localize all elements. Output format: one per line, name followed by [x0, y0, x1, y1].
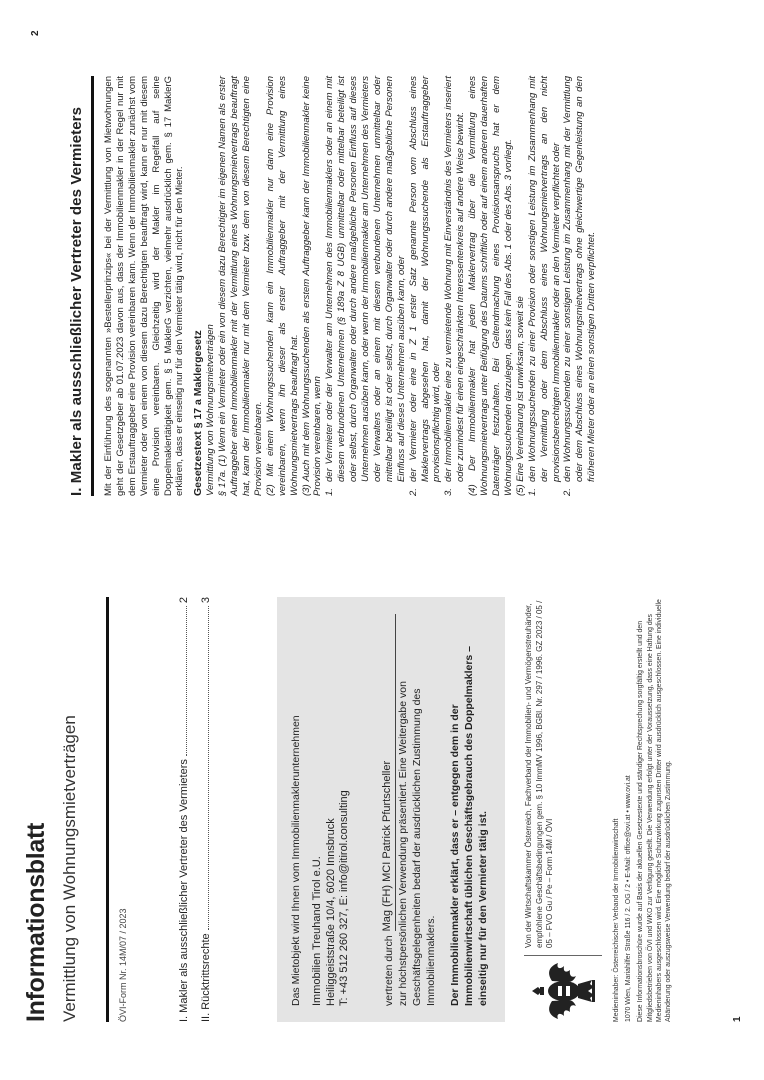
law-paragraph-2: (2) Mit einem Wohnungssuchenden kann ein Immobilienmakler nur dann eine Provision vereinbaren, wenn ihn dieser als erster Auftraggeber mit der Vermittlung eines Wohnungsmietvertrags beauftragt hat. [264, 76, 300, 496]
list-text: der Immobilienmakler eine zu vermietende Wohnung mit Einverständnis des Vermieters inseriert oder zumindest für einen eingeschränkten Interessentenkreis auf andere Weise bewirbt. [443, 76, 467, 482]
list-text: der Vermieter oder eine in Z 1 erster Satz genannte Person vom Abschluss eines Maklervertrags abgesehen hat, damit der Wohnungssuchende als Erstauftraggeber provisionspflichtig wird, oder [407, 76, 443, 482]
logo-separator [524, 955, 602, 956]
toc-page: 2 [178, 597, 190, 604]
imprint-owner: Medieninhaber: Österreichischer Verband der Immobilienwirtschaft [613, 818, 620, 1022]
list-item [443, 76, 467, 496]
list-text: der Vermieter oder der Verwalter am Unternehmen des Immobilienmaklers oder an einem mit diesem verbundenen Unternehmen (§ 189a Z 8 UGB) unmittelbar oder mittelbar beteiligt ist oder selbst, durch Organwalter oder durch andere maßgebliche Personen Einfluss auf dieses Unternehmen ausüben kann, oder wenn der Immobilienmakler am Unternehmen des Vermieters oder Verwalters oder an einem mit diesem verbundenen Unternehmen unmittelbar oder mittelbar beteiligt ist oder selbst, durch Organwalter oder durch andere maßgebliche Personen Einfluss auf dieses Unternehmen ausüben kann, oder [324, 76, 407, 482]
toc-entry-1 [178, 597, 190, 1022]
broker-info-box [277, 597, 505, 1022]
firm-contact: T: +43 512 260 327, E: info@itirol.consulting [338, 790, 350, 1006]
law-list-3 [324, 76, 467, 496]
imprint-disclaimer: Diese Informationsbroschüre wurde auf Basis der aktuellen Gesetzestexte und ständiger Rechtsprechung sorgfältig erstellt und den Mitgliedsbetrieben von ÖVI und WKO zur Verfügung gestellt. Die Verwendung erfolgt unter der Voraussetzung, dass eine Haftung des Medieninhabers ausgeschlossen wird. Eine mögliche Schutzwirkung zugunsten Dritter wird ausdrücklich ausgeschlossen. Eine individuelle Abänderung oder auszugsweise Verwendung bedarf der ausdrücklichen Zustimmung. [637, 599, 673, 1022]
imprint-footer [612, 597, 676, 1022]
agent-prefix: vertreten durch [382, 935, 395, 1006]
page-number-left: 1 [732, 1016, 743, 1022]
title-rule [106, 597, 109, 1022]
list-item [324, 76, 407, 496]
list-text: den Wohnungssuchenden zu einer Provision oder sonstigen Leistung im Zusammenhang mit der Vermittlung oder dem Abschluss eines Wohnungsmietvertrags an den nicht provisionsberechtigten Immobilienmakler oder an den Vermieter verpflichtet oder [526, 76, 562, 482]
toc-label: I. Makler als ausschließlicher Vertreter des Vermieters [178, 759, 190, 1022]
law-paragraph-3: (3) Auch mit dem Wohnungssuchenden als erstem Auftraggeber kann der Immobilienmakler keine Provision vereinbaren, wenn [300, 76, 324, 496]
list-number: 2. [407, 488, 419, 496]
toc-page: 3 [200, 597, 212, 604]
list-number: 1. [324, 488, 336, 496]
broker-declaration: Der Immobilienmakler erklärt, dass er – entgegen dem in der Immobilienwirtschaft üblichen Geschäftsgebrauch des Doppelmaklers – einseitig nur für den Vermieter tätig ist. [448, 645, 489, 1006]
box-intro: Das Mietobjekt wird Ihnen vom Immobilienmaklerunternehmen [290, 715, 302, 1006]
list-item [408, 76, 444, 496]
law-paragraph-5: (5) Eine Vereinbarung ist unwirksam, soweit sie [514, 296, 526, 496]
list-number: 3. [443, 488, 455, 496]
heading-rule [91, 76, 94, 496]
law-subtitle: Vermittlung von Wohnungsmietverträgen [205, 324, 217, 496]
page-title: Informationsblatt [22, 822, 50, 1022]
law-paragraph-1: § 17a. (1) Wenn ein Vermieter oder ein von diesem dazu Berechtigter im eigenen Namen als erster Auftraggeber einen Immobilienmakler mit der Vermittlung eines Wohnungsmietvertrags beauftragt hat, kann der Immobilienmakler nur mit dem Vermieter bzw. dem von diesem Berechtigten eine Provision vereinbaren. [217, 76, 264, 496]
toc-dots [208, 606, 209, 930]
toc-entry-2 [200, 597, 212, 1022]
list-item [527, 76, 563, 496]
form-number: ÖVI-Form Nr. 14M/07 / 2023 [118, 908, 128, 1022]
agent-name: Mag (FH) MCI Patrick Pfurtscheller [380, 614, 396, 931]
firm-name: Immobilien Treuhand Tirol e.U. [311, 856, 323, 1006]
list-text: den Wohnungssuchenden zu einer sonstigen Leistung im Zusammenhang mit der Vermittlung oder dem Abschluss eines Wohnungsmietvertrags ohne gleichwertige Gegenleistung an den früheren Mieter oder an einen sonstigen Dritten verpflichtet. [562, 76, 598, 482]
page-number-right: 2 [30, 30, 41, 36]
law-paragraph-4: (4) Der Immobilienmakler hat jeden Maklervertrag über die Vermittlung eines Wohnungsmietvertrags unter Beifügung des Datums schriftlich oder auf einem anderen dauerhaften Datenträger festzuhalten. Bei Geltendmachung eines Provisionsanspruchs hat er dem Wohnungssuchenden darzulegen, dass kein Fall des Abs. 1 oder des Abs. 3 vorliegt. [467, 76, 514, 496]
section-heading-text: I. Makler als ausschließlicher Vertreter des Vermieters [68, 106, 85, 496]
toc-dots [186, 606, 187, 756]
austrian-eagle-logo-icon [526, 960, 600, 1022]
wko-text: Von der Wirtschaftskammer Österreich, Fachverband der Immobilien- und Vermögenstreuhänder, empfohlene Geschäftsbedingungen gem. § 10 ImmMV 1996, BGBl. Nr. 297 / 1996. GZ 2023 / 05 / 05 – FVO Gu / Pe – Form 14M / ÖVI [524, 600, 554, 948]
wko-recommendation [524, 597, 604, 1022]
imprint-address: 1070 Wien, Mariahilfer Straße 116 / 2. OG / 2 • E-Mail: office@ovi.at • www.ovi.at [625, 775, 633, 1022]
intro-paragraph: Mit der Einführung des sogenannten »Bestellerprinzips« bei der Vermittlung von Mietwohnungen geht der Gesetzgeber ab 01.07.2023 davon aus, dass der Immobilienmakler in der Regel nur mit dem Erstauftraggeber eine Provision vereinbaren kann. Wenn der Immobilienmakler zunächst vom Vermieter oder von einem von diesem dazu Berechtigten beauftragt wird, kann er nur mit diesem eine Provision vereinbaren. Gleichzeitig wird der Makler im Regelfall auf seine Doppelmaklertätigkeit gem. § 5 MaklerG verzichten, vielmehr ausdrücklich gem. § 17 MaklerG erklären, dass er einseitig nur für den Vermieter tätig wird, nicht für den Mieter. [103, 76, 186, 496]
section-body [103, 76, 598, 496]
section-heading [68, 76, 94, 496]
toc-label: II. Rücktrittsrechte [200, 933, 212, 1022]
list-number: 2. [562, 488, 574, 496]
list-number: 1. [526, 488, 538, 496]
firm-address: Heiliggeiststraße 10/4, 6020 Innsbruck [324, 818, 337, 1006]
law-title: Gesetzestext § 17 a Maklergesetz [192, 330, 205, 496]
usage-text: zur höchstpersönlichen Verwendung präsentiert. Eine Weitergabe von Geschäftsgelegenheiten bedarf der ausdrücklichen Zustimmung des Immobilienmaklers. [396, 681, 437, 1006]
page-subtitle: Vermittlung von Wohnungsmietverträgen [60, 715, 79, 1022]
law-list-5 [527, 76, 598, 496]
list-item [562, 76, 598, 496]
agent-row [380, 614, 396, 1006]
